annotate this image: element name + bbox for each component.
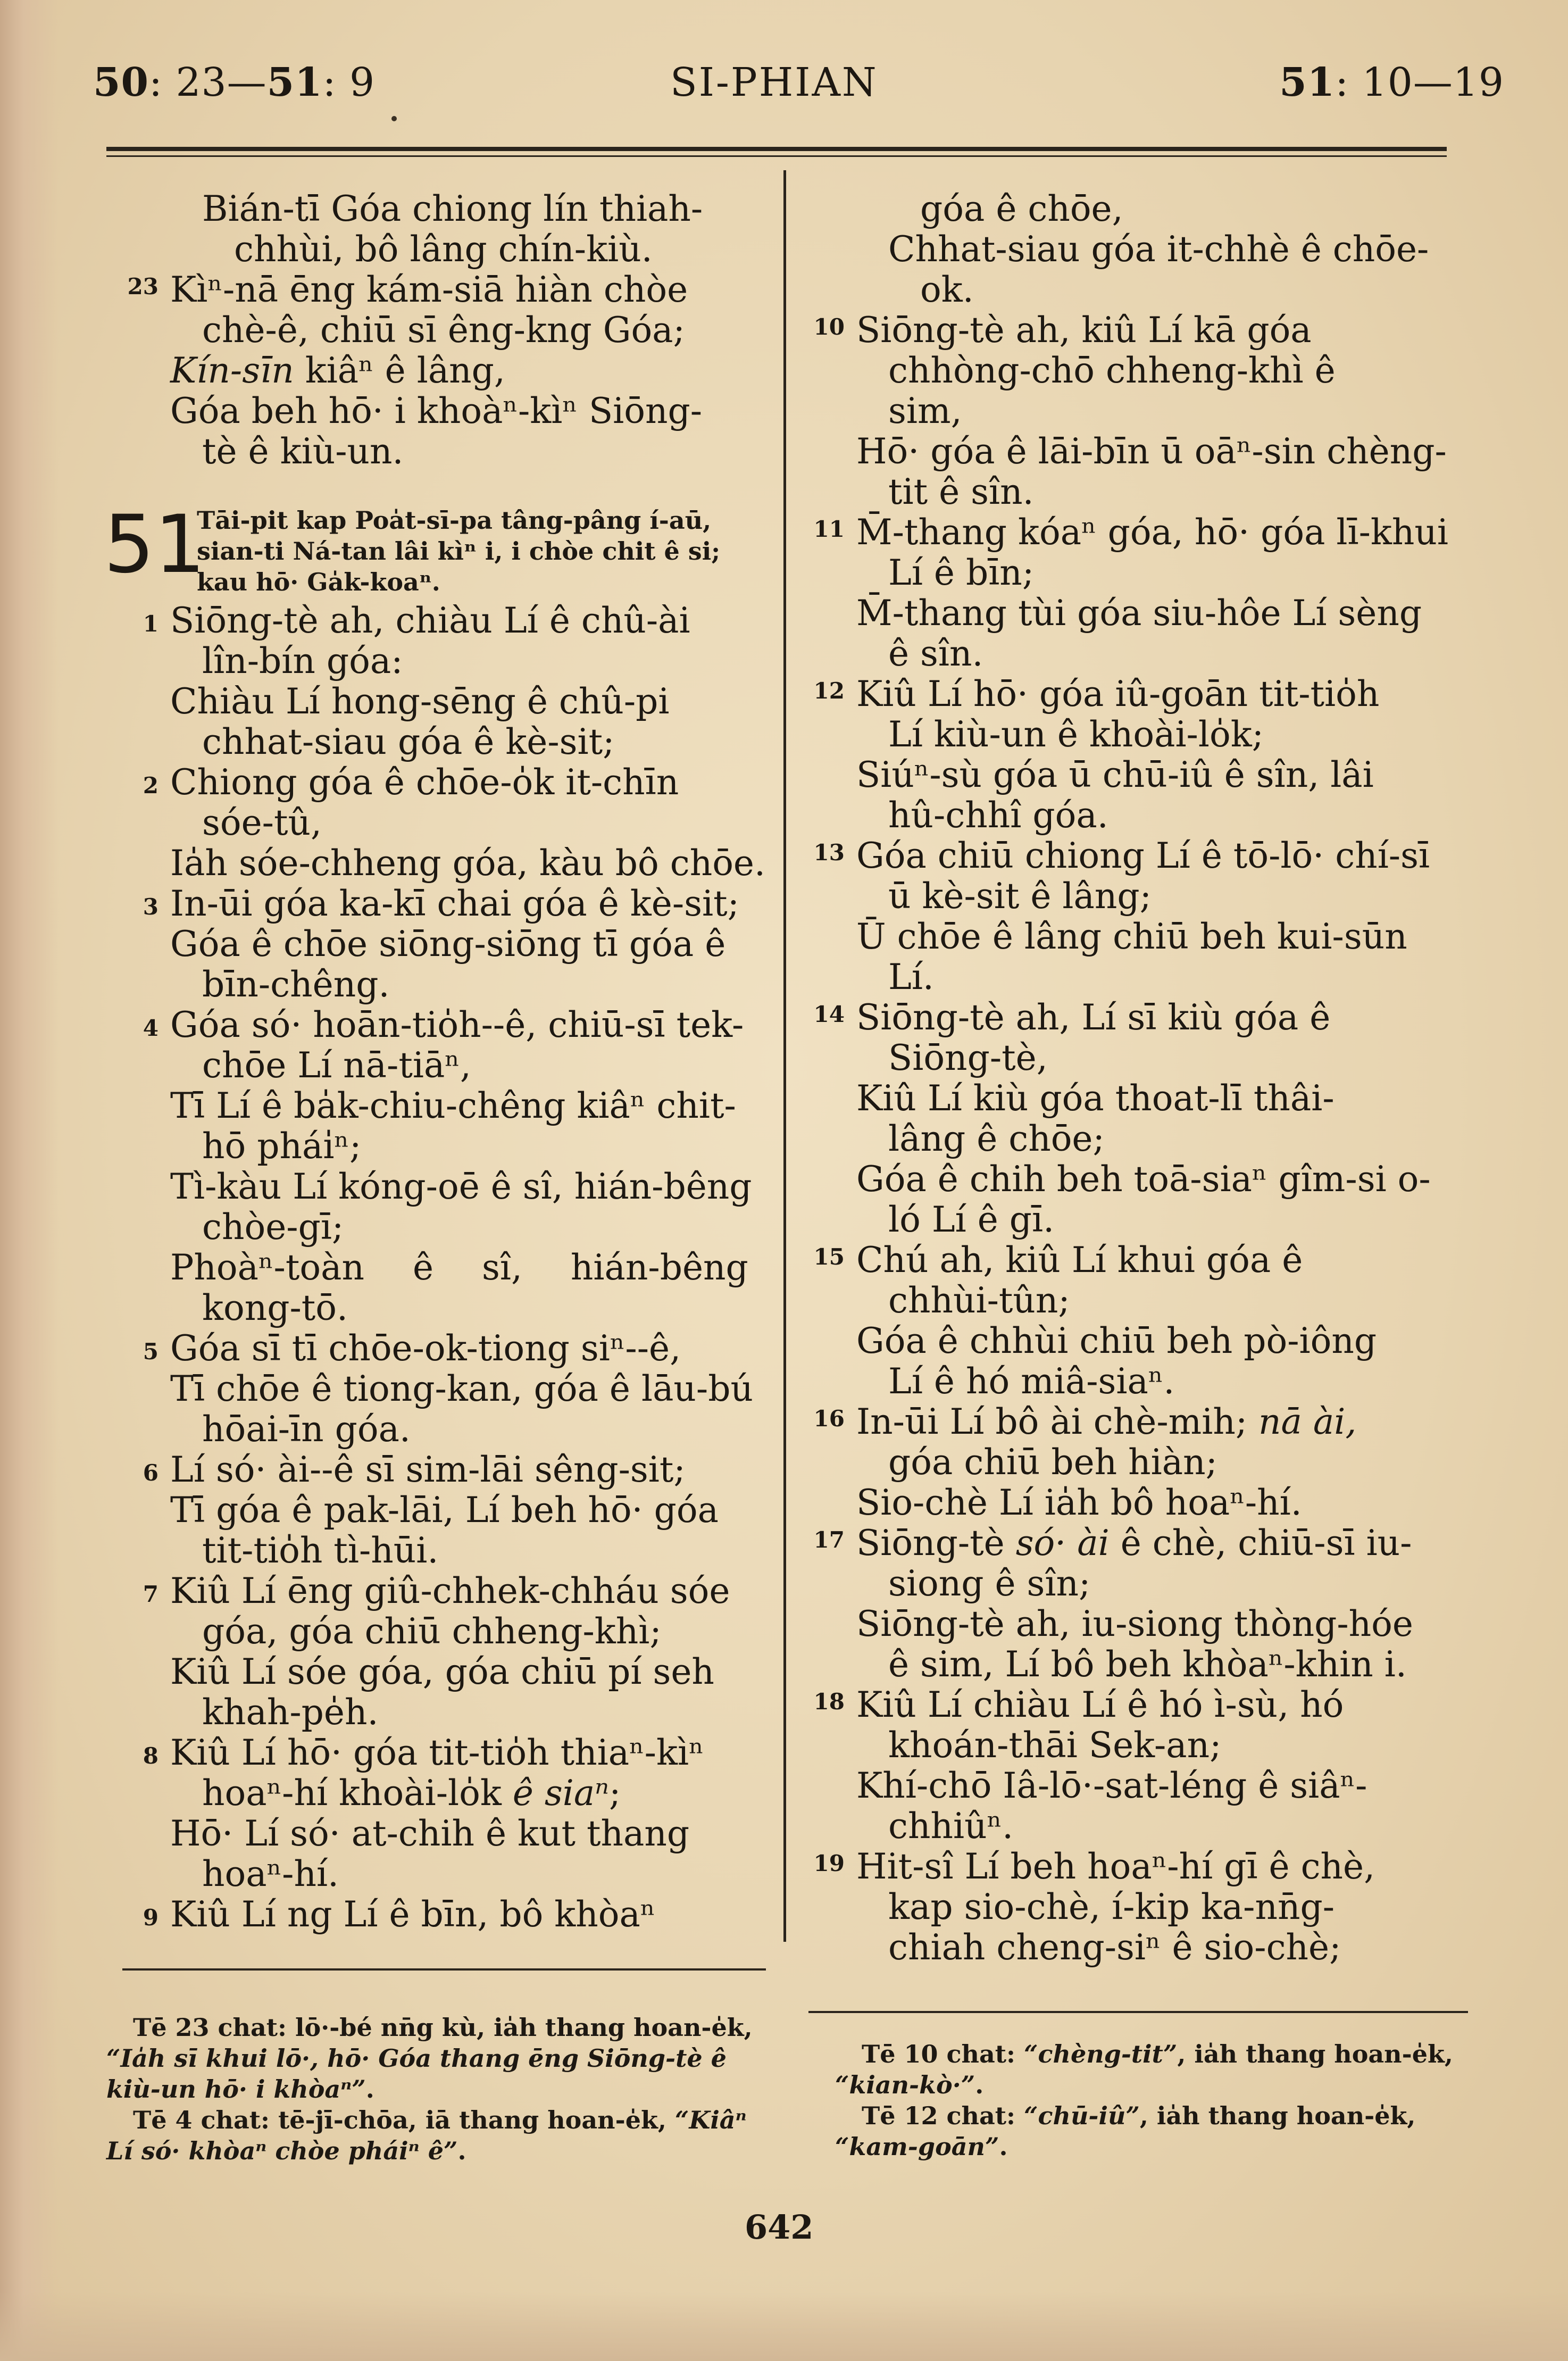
verse-line: Kiû Lí chiàu Lí ê hó ì-sù, hó xyxy=(856,1684,1344,1725)
verse-number: 14 xyxy=(813,1001,845,1027)
verse-14 xyxy=(813,997,1468,1240)
verse-line: Lí. xyxy=(888,957,934,997)
verse-line: hōai-īn góa. xyxy=(202,1409,411,1450)
verse-line: lîn-bín góa: xyxy=(202,641,403,681)
verse-line: Lí kiù-un ê khoài-lo̍k; xyxy=(888,714,1264,755)
verse-16 xyxy=(813,1401,1468,1523)
verse-line: Siōng-tè ah, Lí sī kiù góa ê xyxy=(856,997,1331,1038)
verse-number: 10 xyxy=(813,314,845,340)
verse-line: Tì-kàu Lí kóng-oē ê sî, hián-bêng xyxy=(170,1166,752,1207)
verse-line: Sio-chè Lí ia̍h bô hoaⁿ-hí. xyxy=(856,1482,1302,1523)
verse-1 xyxy=(143,600,766,762)
verse-line: Kiû Lí kiù góa thoat-lī thâi- xyxy=(856,1078,1335,1119)
verse-23 xyxy=(127,269,766,472)
verse-number: 6 xyxy=(143,1460,159,1486)
verse-line: Siúⁿ-sù góa ū chū-iû ê sîn, lâi xyxy=(856,754,1374,795)
verse-line: tè ê kiù-un. xyxy=(202,431,404,472)
column-divider xyxy=(783,170,786,1942)
verse-line: tit-tio̍h tì-hūi. xyxy=(202,1530,439,1571)
verse-line: Góa beh hō· i khoàⁿ-kìⁿ Siōng- xyxy=(170,390,703,431)
verse-line: góa chiū beh hiàn; xyxy=(888,1442,1217,1483)
verse-line: Ū chōe ê lâng chiū beh kui-sūn xyxy=(856,916,1407,957)
verse-number: 2 xyxy=(143,772,159,799)
verse-line: Hō· góa ê lāi-bīn ū oāⁿ-sin chèng- xyxy=(856,431,1447,472)
verse-line: bīn-chêng. xyxy=(202,964,390,1005)
header-rule-thin xyxy=(106,155,1447,157)
verse-number: 17 xyxy=(813,1527,845,1553)
verse-line: hoaⁿ-hí khoài-lo̍k ê siaⁿ; xyxy=(202,1773,621,1814)
verse-line: Kiû Lí hō· góa iû-goān tit-tio̍h xyxy=(856,674,1380,714)
page-bottom-shadow xyxy=(0,2292,1568,2361)
verse-line: Hō· Lí só· at-chih ê kut thang xyxy=(170,1813,690,1854)
verse-line: góa, góa chiū chheng-khì; xyxy=(202,1611,662,1652)
left-column xyxy=(104,188,766,1935)
verse-number: 4 xyxy=(143,1015,159,1041)
verse-8 xyxy=(143,1732,766,1894)
verse-13 xyxy=(813,835,1468,997)
verse-number: 8 xyxy=(143,1743,159,1769)
page-number: 642 xyxy=(745,2208,814,2247)
footnotes-right xyxy=(835,2039,1473,2162)
verse-line: Chiong góa ê chōe-o̍k it-chīn xyxy=(170,762,679,803)
verse-6 xyxy=(143,1449,766,1571)
verse-line: hû-chhî góa. xyxy=(888,795,1108,836)
verse-line: chhiûⁿ. xyxy=(888,1806,1014,1847)
verse-line: Lí ê bīn; xyxy=(888,552,1035,593)
verse-line: Góa só· hoān-tio̍h--ê, chiū-sī tek- xyxy=(170,1004,744,1045)
verse-18 xyxy=(813,1684,1468,1847)
verse-line: M̄-thang kóaⁿ góa, hō· góa lī-khui xyxy=(856,512,1449,553)
chapter-heading xyxy=(104,498,766,601)
verse-line: In-ūi Lí bô ài chè-mih; nā ài, xyxy=(856,1401,1357,1442)
verse-line: Kiû Lí ēng giû-chhek-chháu sóe xyxy=(170,1570,730,1611)
running-header-right: 51: 10—19 xyxy=(1279,60,1504,105)
running-header-title: SI-PHIAN xyxy=(670,60,878,105)
verse-line: ló Lí ê gī. xyxy=(888,1199,1055,1240)
verse-line: ê sîn. xyxy=(888,633,983,674)
verse-2 xyxy=(143,762,766,884)
verse-line: Siōng-tè ah, kiû Lí kā góa xyxy=(856,310,1312,351)
verse-line: ū kè-sit ê lâng; xyxy=(888,876,1152,917)
verse-line: Kiû Lí ng Lí ê bīn, bô khòaⁿ xyxy=(170,1894,656,1935)
verse-line: Khí-chō Iâ-lō·-sat-léng ê siâⁿ- xyxy=(856,1765,1367,1806)
footnote: Tē 4 chat: tē-jī-chōa, iā thang hoan-e̍k, “Kiâⁿ Lí só· khòaⁿ chòe pháiⁿ ê”. xyxy=(106,2106,747,2165)
verse-17 xyxy=(813,1523,1468,1685)
footnote: Tē 23 chat: lō·-bé nn̄g kù, ia̍h thang hoan-e̍k, “Ia̍h sī khui lō·, hō· Góa thang ēng Siōng-tè ê kiù-un hō· i khòaⁿ”. xyxy=(106,2013,753,2104)
verse-line: ok. xyxy=(920,269,974,310)
verse-line: chiah cheng-siⁿ ê sio-chè; xyxy=(888,1927,1341,1968)
verse-number: 18 xyxy=(813,1689,845,1715)
verse-line: Hit-sî Lí beh hoaⁿ-hí gī ê chè, xyxy=(856,1846,1375,1887)
verse-line: Tī Lí ê ba̍k-chiu-chêng kiâⁿ chit- xyxy=(170,1085,736,1126)
verse-line: hō phái̍ⁿ; xyxy=(202,1126,362,1167)
verse-line: chhòng-chō chheng-khì ê xyxy=(888,350,1336,391)
verse-line: Tī góa ê pak-lāi, Lí beh hō· góa xyxy=(170,1490,719,1531)
verse-number: 23 xyxy=(127,273,159,300)
verse-line: Góa chiū chiong Lí ê tō-lō· chí-sī xyxy=(856,835,1430,876)
verse-line: ê sim, Lí bô beh khòaⁿ-khin i. xyxy=(888,1644,1407,1685)
verse-line: góa ê chōe, xyxy=(920,188,1123,229)
verse-19 xyxy=(813,1846,1468,1968)
verse-line: Ia̍h sóe-chheng góa, kàu bô chōe. xyxy=(170,843,765,884)
verse-number: 11 xyxy=(813,516,845,542)
verse-line: Góa ê chōe siōng-siōng tī góa ê xyxy=(170,924,726,965)
verse-line: Lí só· ài--ê sī sim-lāi sêng-sit; xyxy=(170,1449,686,1490)
verse-line: chè-ê, chiū sī êng-kng Góa; xyxy=(202,310,685,351)
verse-line: chhùi, bô lâng chín-kiù. xyxy=(234,229,653,270)
footnotes-left xyxy=(106,2012,766,2166)
verse-number: 15 xyxy=(813,1244,845,1270)
verse-line: chhat-siau góa ê kè-sit; xyxy=(202,721,615,762)
footnote-rule-left xyxy=(122,1968,766,1971)
verse-line: Siōng-tè só· ài ê chè, chiū-sī iu- xyxy=(856,1523,1412,1564)
verse-15 xyxy=(813,1240,1468,1402)
verse-line: Bián-tī Góa chiong lín thiah- xyxy=(202,188,703,229)
verse-line: siong ê sîn; xyxy=(888,1563,1091,1604)
verse-11 xyxy=(813,512,1468,674)
verse-number: 5 xyxy=(143,1339,159,1365)
verse-4 xyxy=(143,1004,766,1328)
verse-number: 16 xyxy=(813,1406,845,1432)
verse-line: Siōng-tè, xyxy=(888,1037,1048,1078)
verse-number: 13 xyxy=(813,839,845,866)
footnote: Tē 10 chat: “chèng-tit”, ia̍h thang hoan-e̍k, “kian-kò·”. xyxy=(835,2040,1453,2099)
verse-line: khah-pe̍h. xyxy=(202,1692,379,1733)
verse-number: 9 xyxy=(143,1905,159,1931)
verse-7 xyxy=(143,1570,766,1733)
verse-line: Chú ah, kiû Lí khui góa ê xyxy=(856,1240,1303,1281)
verse-line: sim, xyxy=(888,390,962,431)
verse-line: chhùi-tûn; xyxy=(888,1280,1070,1321)
verse-10 xyxy=(813,310,1468,512)
verse-9 xyxy=(143,1894,766,1935)
verse-line: Siōng-tè ah, iu-siong thòng-hóe xyxy=(856,1603,1413,1644)
chapter-summary: Tāi-pit kap Poa̍t-sī-pa tâng-pâng í-aū, sian-ti Ná-tan lâi kìⁿ i, i chòe chit ê si; kau hō· Ga̍k-koaⁿ. xyxy=(197,506,721,596)
verse-line: Tī chōe ê tiong-kan, góa ê lāu-bú xyxy=(170,1368,753,1409)
verse-line: hoaⁿ-hí. xyxy=(202,1853,339,1894)
verse-number: 19 xyxy=(813,1850,845,1876)
verse-line: kap sio-chè, í-kip ka-nn̄g- xyxy=(888,1886,1335,1927)
verse-line: Chhat-siau góa it-chhè ê chōe- xyxy=(888,229,1429,270)
verse-number: 3 xyxy=(143,894,159,920)
verse-12 xyxy=(813,674,1468,836)
verse-number: 7 xyxy=(143,1581,159,1607)
verse-line: Kìⁿ-nā ēng kám-siā hiàn chòe xyxy=(170,269,688,310)
verse-line: Siōng-tè ah, chiàu Lí ê chû-ài xyxy=(170,600,690,641)
verse-line: Góa sī tī chōe-ok-tiong siⁿ--ê, xyxy=(170,1328,681,1369)
verse-5 xyxy=(143,1328,766,1450)
page-edge-shadow xyxy=(0,0,59,2361)
verse-line: tit ê sîn. xyxy=(888,471,1034,512)
verse-line: Kín-sīn kiâⁿ ê lâng, xyxy=(170,350,505,391)
verse-line: Lí ê hó miâ-siaⁿ. xyxy=(888,1361,1175,1402)
verse-line: Góa ê chhùi chiū beh pò-iông xyxy=(856,1320,1377,1361)
footnote-rule-right xyxy=(808,2011,1468,2013)
verse-line: Kiû Lí sóe góa, góa chiū pí seh xyxy=(170,1651,714,1692)
footnote: Tē 12 chat: “chū-iû”, ia̍h thang hoan-e̍k, “kam-goān”. xyxy=(835,2101,1416,2161)
verse-line: khoán-thāi Sek-an; xyxy=(888,1725,1222,1766)
verse-number: 1 xyxy=(143,611,159,637)
verse-line: Góa ê chih beh toā-siaⁿ gîm-si o- xyxy=(856,1159,1431,1200)
chapter-number: 51 xyxy=(104,498,205,591)
verse-line: Phoàⁿ-toàn ê sî, hián-bêng xyxy=(170,1247,748,1288)
print-mark xyxy=(391,116,397,121)
verse-line: kong-tō. xyxy=(202,1287,348,1328)
running-header-left: 50: 23—51: 9 xyxy=(93,60,376,105)
header-rule-thick xyxy=(106,147,1447,151)
verse-3 xyxy=(143,883,766,1005)
verse-line: chòe-gī; xyxy=(202,1207,344,1248)
right-column xyxy=(808,189,1468,1968)
verse-line: Kiû Lí hō· góa tit-tio̍h thiaⁿ-kìⁿ xyxy=(170,1732,704,1773)
verse-line: chōe Lí nā-tiāⁿ, xyxy=(202,1045,471,1086)
verse-line: In-ūi góa ka-kī chai góa ê kè-sit; xyxy=(170,883,739,924)
verse-line: sóe-tû, xyxy=(202,802,322,843)
verse-line: lâng ê chōe; xyxy=(888,1118,1105,1159)
verse-line: M̄-thang tùi góa siu-hôe Lí sèng xyxy=(856,593,1422,634)
verse-line: Chiàu Lí hong-sēng ê chû-pi xyxy=(170,681,670,722)
verse-number: 12 xyxy=(813,678,845,704)
